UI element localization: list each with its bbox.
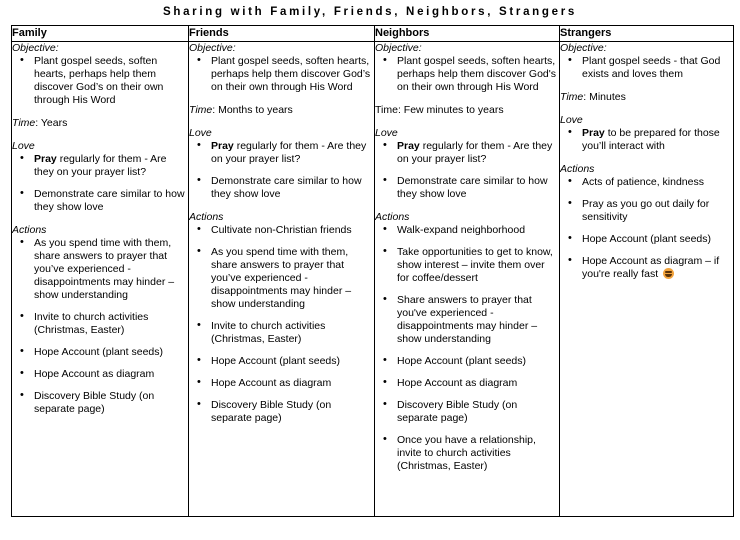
list-item: • Plant gospel seeds, soften hearts, perhaps help them discover God's on their own through His Word	[375, 55, 559, 94]
list-item: • Hope Account as diagram – if you're really fast	[560, 255, 733, 281]
spacer	[12, 214, 188, 224]
spacer	[375, 117, 559, 127]
actions-heading: Actions	[12, 224, 47, 236]
objective-heading: Objective:	[560, 42, 607, 54]
spacer	[560, 104, 733, 114]
list-item: • Discovery Bible Study (on separate page)	[12, 390, 188, 416]
list-item: • Invite to church activities (Christmas, Easter)	[189, 320, 374, 346]
column-header-label: Strangers	[560, 27, 612, 39]
objective-list	[560, 55, 733, 81]
list-item: • Once you have a relationship, invite to church activities (Christmas, Easter)	[375, 434, 559, 473]
list-item: • Hope Account (plant seeds)	[560, 233, 733, 246]
column-body-family	[12, 42, 189, 517]
love-heading: Love	[560, 114, 583, 126]
list-item: • Acts of patience, kindness	[560, 176, 733, 189]
column-header-label: Neighbors	[375, 27, 430, 39]
column-header-friends	[189, 26, 375, 42]
column-header-label: Friends	[189, 27, 229, 39]
time-value: : Years	[35, 117, 68, 129]
table-body-row	[12, 42, 734, 517]
spacer	[189, 94, 374, 104]
spacer	[189, 117, 374, 127]
objective-list	[189, 55, 374, 94]
list-item: • Demonstrate care similar to how they show love	[189, 175, 374, 201]
list-item: • Discovery Bible Study (on separate page)	[189, 399, 374, 425]
spacer	[189, 201, 374, 211]
love-heading: Love	[189, 127, 212, 139]
list-item: • Pray regularly for them - Are they on your prayer list?	[189, 140, 374, 166]
time-value: : Few minutes to years	[397, 104, 504, 116]
objective-list	[375, 55, 559, 94]
time-line	[12, 117, 188, 130]
column-header-family	[12, 26, 189, 42]
sharing-matrix-table	[11, 25, 734, 517]
time-label: Time	[12, 117, 36, 129]
love-list	[560, 127, 733, 153]
list-item: • Demonstrate care similar to how they show love	[375, 175, 559, 201]
spacer	[375, 94, 559, 104]
time-line	[560, 91, 733, 104]
actions-list	[560, 176, 733, 281]
smiling-face-emoji	[663, 268, 674, 279]
emphasis-text: Pray	[397, 140, 420, 152]
column-header-strangers	[560, 26, 734, 42]
actions-heading: Actions	[375, 211, 410, 223]
objective-heading: Objective:	[12, 42, 59, 54]
love-list	[375, 140, 559, 201]
emphasis-text: Pray	[211, 140, 234, 152]
objective-heading: Objective:	[189, 42, 236, 54]
time-line	[375, 104, 559, 117]
list-item: • Hope Account as diagram	[375, 377, 559, 390]
list-item: • Pray regularly for them - Are they on your prayer list?	[12, 153, 188, 179]
actions-list	[375, 224, 559, 473]
emphasis-text: Pray	[582, 127, 605, 139]
list-item: • Walk-expand neighborhood	[375, 224, 559, 237]
love-list	[12, 153, 188, 214]
spacer	[12, 107, 188, 117]
actions-list	[189, 224, 374, 425]
objective-list	[12, 55, 188, 107]
list-item: • Hope Account as diagram	[189, 377, 374, 390]
list-item: • Hope Account (plant seeds)	[375, 355, 559, 368]
list-item: • Take opportunities to get to know, show interest – invite them over for coffee/dessert	[375, 246, 559, 285]
list-item: • Share answers to prayer that you've experienced - disappointments may hinder – show understanding	[375, 294, 559, 346]
list-item: • As you spend time with them, share answers to prayer that you’ve experienced - disappointments may hinder – show understanding	[189, 246, 374, 311]
column-body-strangers	[560, 42, 734, 517]
emphasis-text: Pray	[34, 153, 57, 165]
list-item: • Pray regularly for them - Are they on your prayer list?	[375, 140, 559, 166]
spacer	[560, 153, 733, 163]
love-list	[189, 140, 374, 201]
column-header-label: Family	[12, 27, 47, 39]
list-item: • Plant gospel seeds, soften hearts, perhaps help them discover God’s on their own through His Word	[12, 55, 188, 107]
love-heading: Love	[375, 127, 398, 139]
time-label: Time	[189, 104, 213, 116]
list-item: • Invite to church activities (Christmas, Easter)	[12, 311, 188, 337]
list-item: • Hope Account (plant seeds)	[189, 355, 374, 368]
actions-heading: Actions	[560, 163, 595, 175]
list-item: • Discovery Bible Study (on separate page)	[375, 399, 559, 425]
list-item: • Hope Account as diagram	[12, 368, 188, 381]
objective-heading: Objective:	[375, 42, 422, 54]
list-item: • Demonstrate care similar to how they show love	[12, 188, 188, 214]
time-line	[189, 104, 374, 117]
column-header-neighbors	[375, 26, 560, 42]
time-label: Time	[560, 91, 584, 103]
list-item: • Plant gospel seeds - that God exists and loves them	[560, 55, 733, 81]
actions-heading: Actions	[189, 211, 224, 223]
time-label: Time	[375, 104, 398, 116]
actions-list	[12, 237, 188, 416]
time-value: : Minutes	[583, 91, 626, 103]
list-item: • Hope Account (plant seeds)	[12, 346, 188, 359]
list-item: • Cultivate non-Christian friends	[189, 224, 374, 237]
list-item: • Pray to be prepared for those you’ll interact with	[560, 127, 733, 153]
list-item: • Plant gospel seeds, soften hearts, perhaps help them discover God’s on their own through His Word	[189, 55, 374, 94]
column-body-friends	[189, 42, 375, 517]
spacer	[12, 130, 188, 140]
page-title: Sharing with Family, Friends, Neighbors, Strangers	[162, 6, 578, 18]
spacer	[375, 201, 559, 211]
table-header-row	[12, 26, 734, 42]
time-value: : Months to years	[212, 104, 293, 116]
spacer	[560, 81, 733, 91]
love-heading: Love	[12, 140, 35, 152]
list-item: • Pray as you go out daily for sensitivity	[560, 198, 733, 224]
list-item: • As you spend time with them, share answers to prayer that you’ve experienced - disappointments may hinder – show understanding	[12, 237, 188, 302]
column-body-neighbors	[375, 42, 560, 517]
